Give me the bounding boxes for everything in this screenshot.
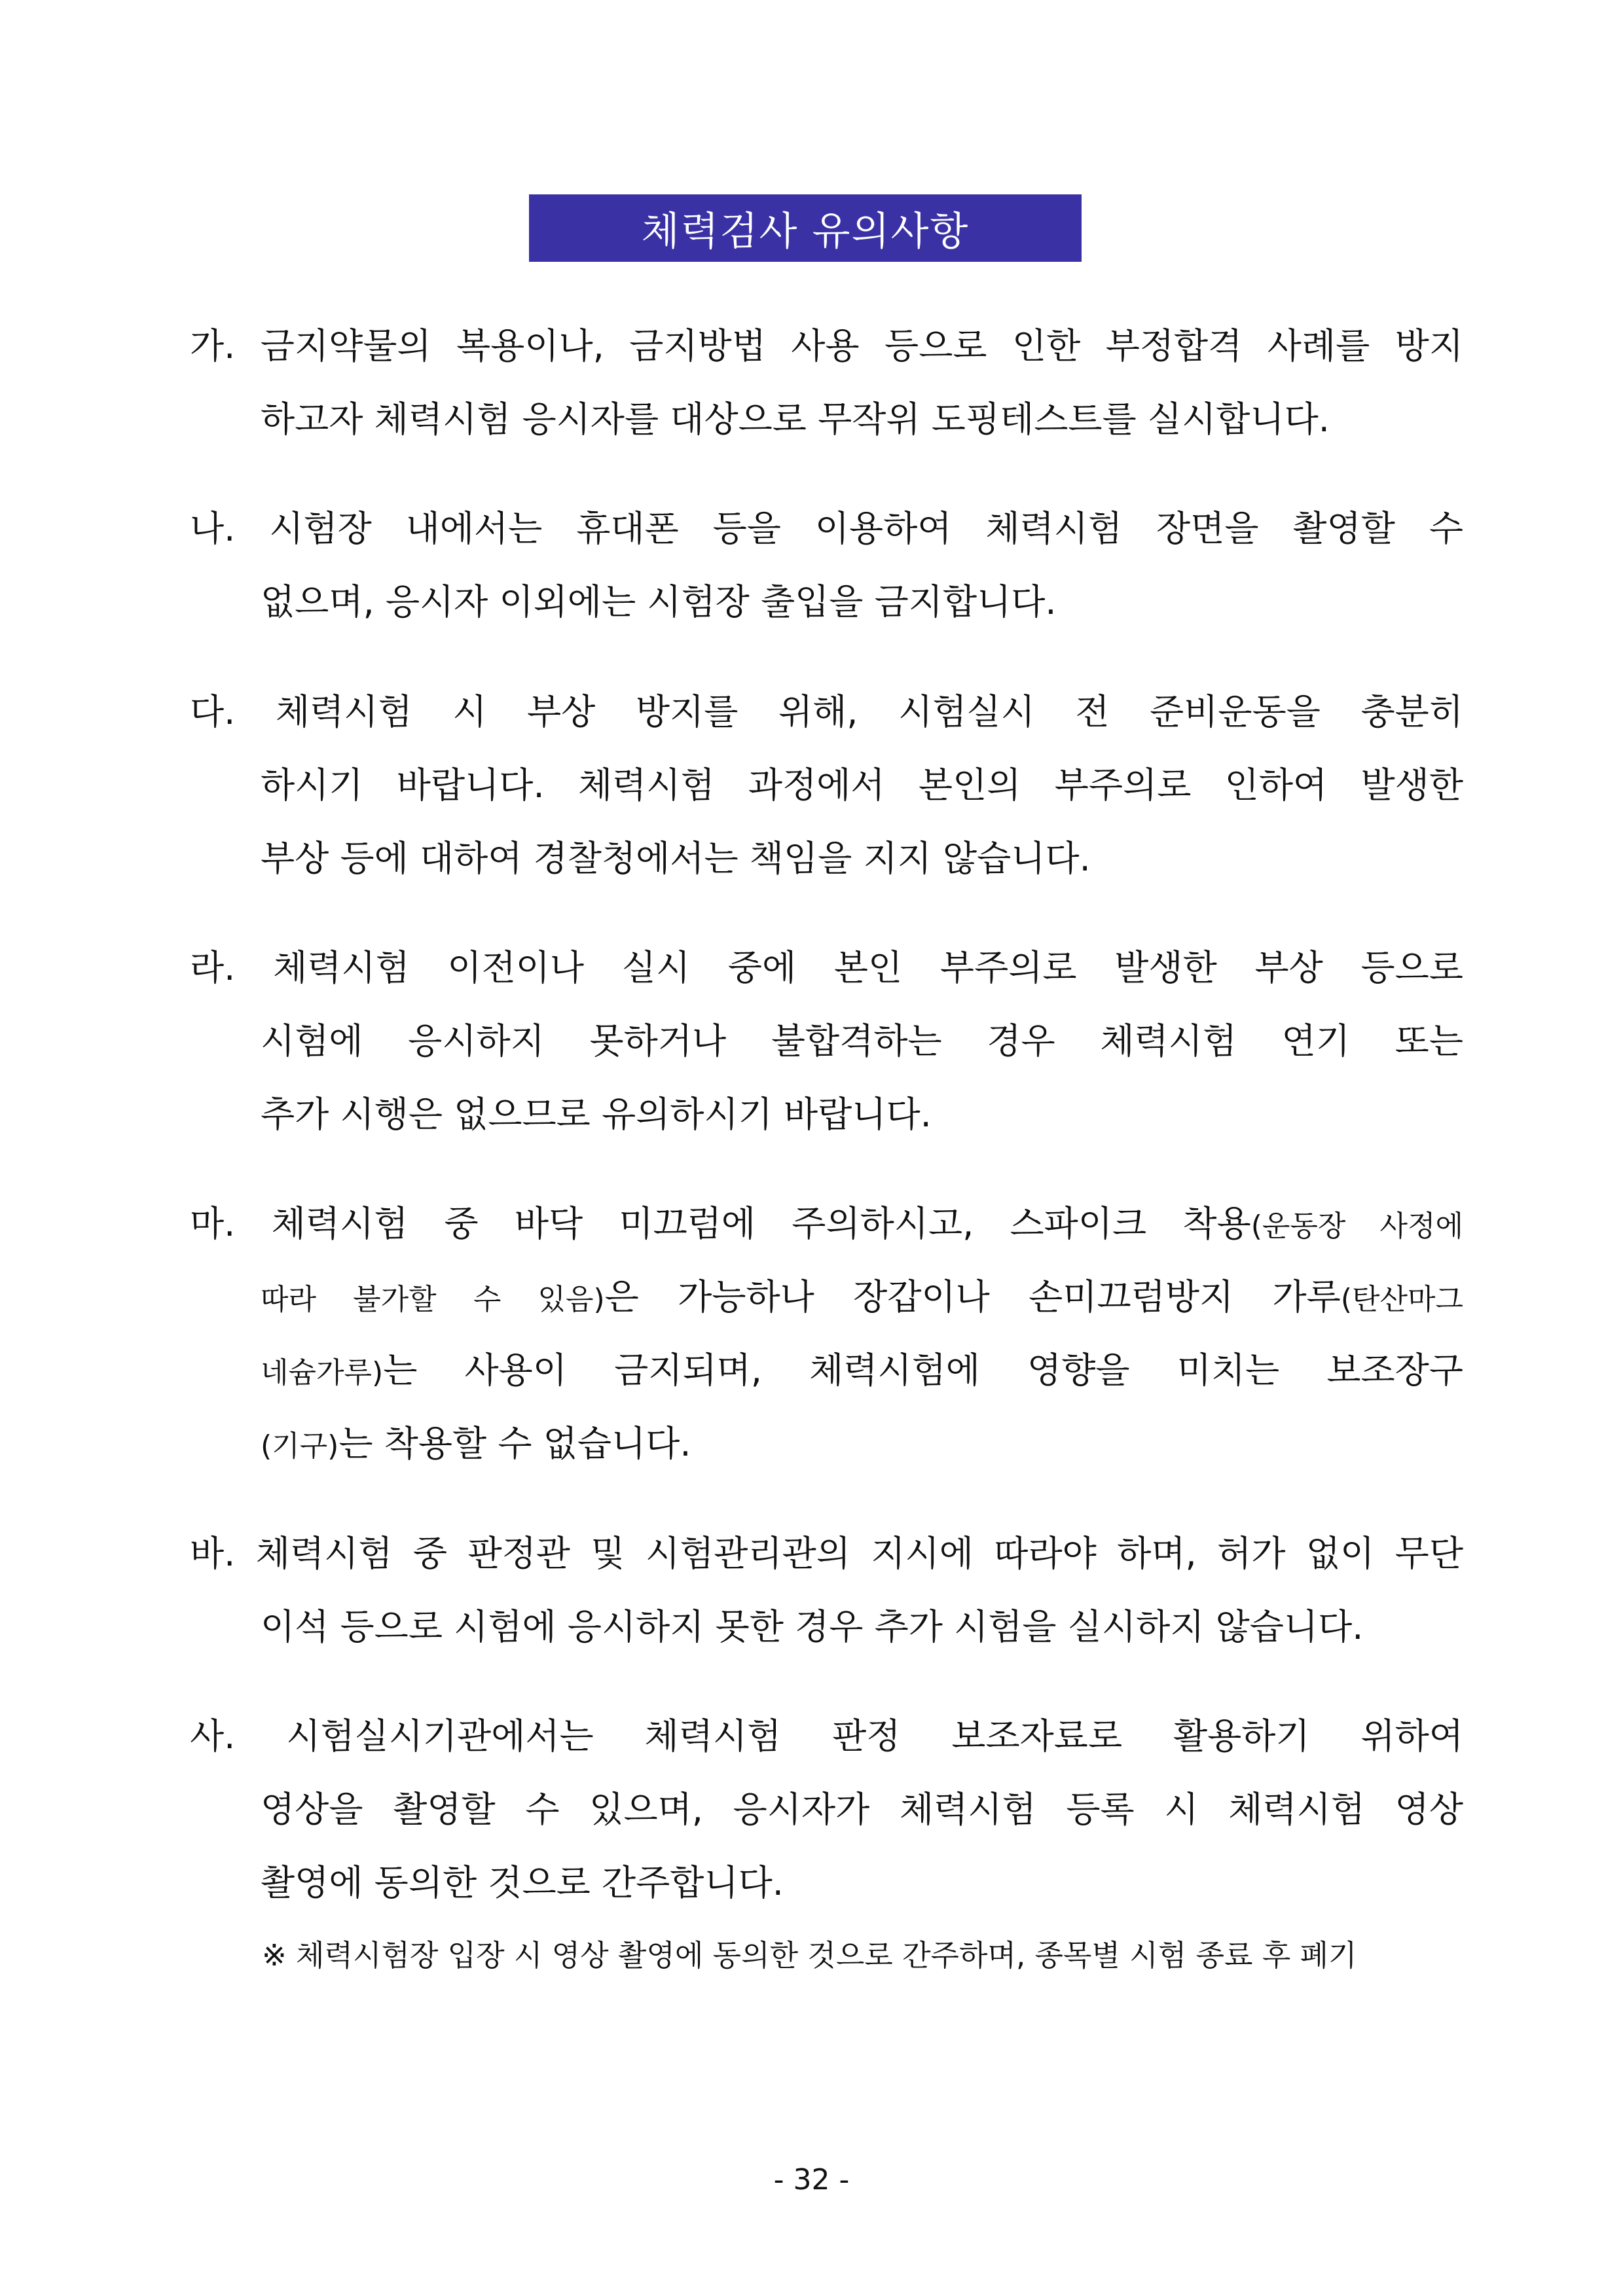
item-text: 체력시험 중 바닥 미끄럼에 주의하시고, 스파이크 착용 <box>271 1203 1251 1244</box>
notice-line <box>190 1261 1463 1334</box>
notice-line <box>190 749 1463 822</box>
notice-item-ra <box>190 931 1463 1151</box>
item-text-small: (운동장 사정에 <box>1250 1210 1463 1243</box>
item-text: 하고자 체력시험 응시자를 대상으로 무작위 도핑테스트를 실시합니다. <box>261 399 1330 440</box>
page-number: - 32 - <box>773 2163 850 2197</box>
item-text: 시험에 응시하지 못하거나 불합격하는 경우 체력시험 연기 또는 <box>261 1020 1463 1062</box>
notice-item-da <box>190 675 1463 895</box>
item-text: 촬영에 동의한 것으로 간주합니다. <box>261 1862 784 1903</box>
notice-line <box>190 1078 1463 1151</box>
notice-line <box>190 492 1463 565</box>
item-marker: 사. <box>190 1715 236 1757</box>
notice-line <box>190 565 1463 639</box>
item-marker: 바. <box>190 1533 236 1574</box>
notice-line <box>190 931 1463 1005</box>
item-text-small: 네슘가루) <box>261 1356 384 1390</box>
notice-line <box>190 383 1463 456</box>
item-text: 이석 등으로 시험에 응시하지 못한 경우 추가 시험을 실시하지 않습니다. <box>261 1606 1364 1647</box>
item-text: 체력시험 중 판정관 및 시험관리관의 지시에 따라야 하며, 허가 없이 무단 <box>255 1533 1463 1574</box>
item-marker: 다. <box>190 691 236 732</box>
notice-line <box>190 1700 1463 1773</box>
item-text-small: 따라 불가할 수 있음) <box>261 1283 605 1316</box>
item-text: 체력시험 시 부상 방지를 위해, 시험실시 전 준비운동을 충분히 <box>275 691 1463 732</box>
notice-line <box>190 1773 1463 1846</box>
item-marker: 나. <box>190 508 236 549</box>
notice-line <box>190 1517 1463 1590</box>
notice-line <box>190 310 1463 383</box>
notice-item-ba <box>190 1517 1463 1664</box>
item-text: 시험실시기관에서는 체력시험 판정 보조자료로 활용하기 위하여 <box>286 1715 1463 1757</box>
notice-item-sa <box>190 1700 1463 1920</box>
item-text: 하시기 바랍니다. 체력시험 과정에서 본인의 부주의로 인하여 발생한 <box>261 764 1463 806</box>
notice-line <box>190 1407 1463 1480</box>
notice-line <box>190 1005 1463 1078</box>
notice-line <box>190 1334 1463 1407</box>
item-marker: 라. <box>190 947 236 988</box>
title-banner <box>529 194 1082 262</box>
item-text: 부상 등에 대하여 경찰청에서는 책임을 지지 않습니다. <box>261 838 1091 879</box>
notice-item-ma <box>190 1187 1463 1480</box>
notice-line <box>190 1846 1463 1920</box>
item-text: 은 가능하나 장갑이나 손미끄럼방지 가루 <box>604 1276 1341 1318</box>
notice-item-ga <box>190 310 1463 456</box>
item-marker: 마. <box>190 1203 236 1244</box>
item-text-small: (탄산마그 <box>1340 1283 1463 1316</box>
notice-line <box>190 822 1463 895</box>
item-text: 추가 시행은 없으므로 유의하시기 바랍니다. <box>261 1094 932 1135</box>
item-text: 는 착용할 수 없습니다. <box>338 1423 691 1464</box>
item-text: 는 사용이 금지되며, 체력시험에 영향을 미치는 보조장구 <box>383 1350 1463 1391</box>
item-text: 시험장 내에서는 휴대폰 등을 이용하여 체력시험 장면을 촬영할 수 <box>269 508 1463 549</box>
notice-item-na <box>190 492 1463 639</box>
notice-line <box>190 1187 1463 1261</box>
item-text-small: (기구) <box>261 1429 339 1463</box>
item-text: 없으며, 응시자 이외에는 시험장 출입을 금지합니다. <box>261 581 1057 622</box>
notice-line <box>190 675 1463 749</box>
footnote: ※ 체력시험장 입장 시 영상 촬영에 동의한 것으로 간주하며, 종목별 시험 종료 후 폐기 <box>262 1938 1357 1973</box>
notice-line <box>190 1590 1463 1664</box>
page-title: 체력검사 유의사항 <box>641 208 970 255</box>
item-text: 금지약물의 복용이나, 금지방법 사용 등으로 인한 부정합격 사례를 방지 <box>260 325 1463 367</box>
item-text: 체력시험 이전이나 실시 중에 본인 부주의로 발생한 부상 등으로 <box>273 947 1463 988</box>
item-text: 영상을 촬영할 수 있으며, 응시자가 체력시험 등록 시 체력시험 영상 <box>261 1789 1463 1830</box>
item-marker: 가. <box>190 325 236 367</box>
